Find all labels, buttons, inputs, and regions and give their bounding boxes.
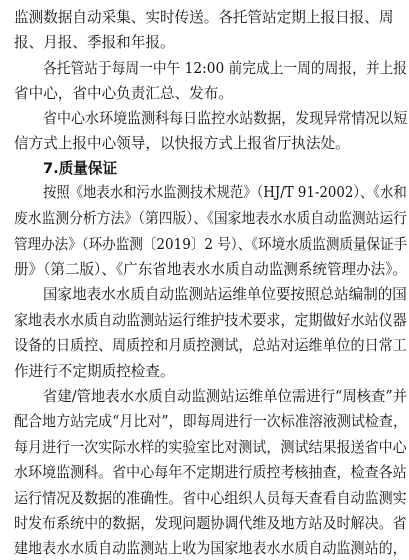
text-line: 省中心水环境监测科每日监控水站数据，发现异常情况以短 bbox=[43, 110, 408, 127]
text-line: 监测数据自动采集、实时传送。各托管站定期上报日报、周 bbox=[14, 9, 394, 26]
text-line: 运行情况及数据的准确性。省中心组织人员每天查看自动监测实 bbox=[14, 490, 407, 507]
text-line: 省建/管地表水水质自动监测站运维单位需进行“周核查”并 bbox=[43, 388, 408, 405]
text-line: 设备的日质控、周质控和月质控测试，总站对运维单位的日常工 bbox=[14, 337, 407, 354]
text-line: 册》（第二版）、《广东省地表水水质自动监测系统管理办法》。 bbox=[14, 261, 408, 278]
text-line: 管理办法》（环办监测〔2019〕2 号）、《环境水质监测质量保证手 bbox=[14, 236, 408, 253]
text-line: 信方式上报中心领导，以快报方式上报省厅执法处。 bbox=[14, 135, 350, 152]
text-line: 家地表水水质自动监测站运行维护技术要求，定期做好水站仪器 bbox=[14, 312, 407, 329]
text-line: 水环境监测科。省中心每年不定期进行质控考核抽查，检查各站 bbox=[14, 464, 407, 481]
text-line: 各托管站于每周一中午 12:00 前完成上一周的周报，并上报 bbox=[43, 60, 408, 77]
text-line: 建地表水水质自动监测站上收为国家地表水水质自动监测站的， bbox=[14, 540, 407, 557]
text-line: 国家地表水水质自动监测站运维单位要按照总站编制的国 bbox=[43, 286, 407, 303]
section-heading: 7.质量保证 bbox=[43, 160, 118, 177]
text-line: 配合地方站完成“月比对”，即每周进行一次标准溶液测试检查， bbox=[14, 413, 407, 430]
text-line: 时发布系统中的数据，发现问题协调代维及地方站及时解决。省 bbox=[14, 515, 407, 532]
text-line: 作进行不定期质控检查。 bbox=[14, 363, 175, 380]
text-line: 按照《地表水和污水监测技术规范》（HJ/T 91-2002）、《水和 bbox=[43, 184, 407, 201]
text-line: 每月进行一次实际水样的实验室比对测试，测试结果报送省中心 bbox=[14, 439, 407, 456]
text-line: 废水监测分析方法》（第四版）、《国家地表水水质自动监测站运行 bbox=[14, 210, 407, 227]
text-line: 报、月报、季报和年报。 bbox=[14, 34, 175, 51]
text-line: 省中心，省中心负责汇总、发布。 bbox=[14, 85, 233, 102]
